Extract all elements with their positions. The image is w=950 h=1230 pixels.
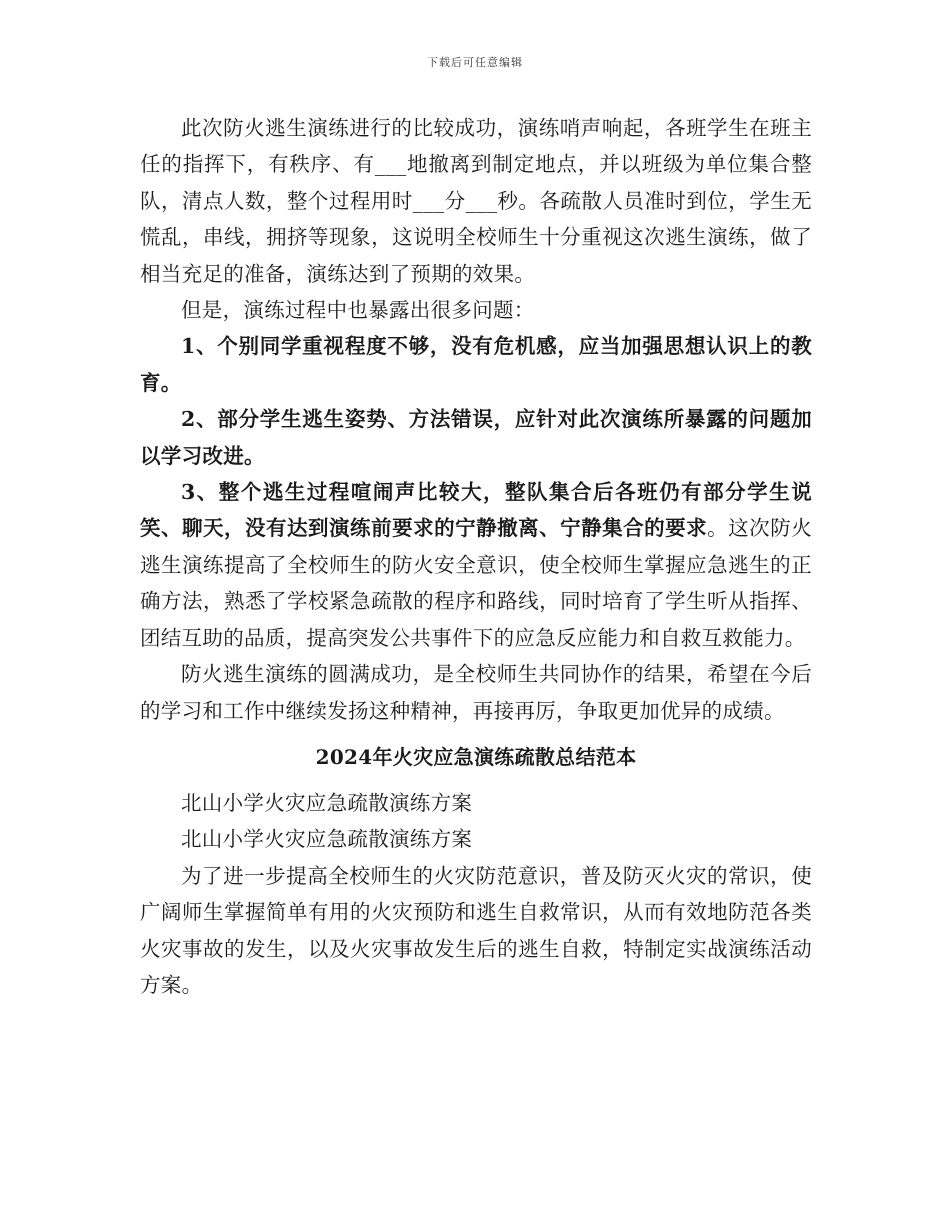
paragraph-problems-intro: 但是，演练过程中也暴露出很多问题： — [181, 298, 535, 323]
problem-3-bold-text: 3、整个逃生过程喧闹声比较大，整队集合后各班仍有部分学生说笑、聊天，没有达到演练前要求的宁静撤离、宁静集合的要求 — [140, 480, 812, 541]
paragraph-problem-3 — [140, 474, 812, 656]
paragraph-conclusion: 防火逃生演练的圆满成功，是全校师生共同协作的结果，希望在今后的学习和工作中继续发扬这种精神，再接再厉，争取更加优异的成绩。 — [140, 662, 812, 723]
paragraph-problem-2: 2、部分学生逃生姿势、方法错误，应针对此次演练所暴露的问题加以学习改进。 — [140, 407, 812, 468]
paragraph-drill-summary: 此次防火逃生演练进行的比较成功，演练哨声响起，各班学生在班主任的指挥下，有秩序、有___地撤离到制定地点，并以班级为单位集合整队，清点人数，整个过程用时___分___秒。各疏散人员准时到位，学生无慌乱，串线，拥挤等现象，这说明全校师生十分重视这次逃生演练，做了相当充足的准备，演练达到了预期的效果。 — [140, 116, 812, 286]
page-header: 下载后可任意编辑 — [427, 56, 523, 69]
plan-title-line-2: 北山小学火灾应急疏散演练方案 — [181, 827, 473, 852]
paragraph-problem-1: 1、个别同学重视程度不够，没有危机感，应当加强思想认识上的教育。 — [140, 334, 812, 395]
problem-3-rest-text: 。这次防火逃生演练提高了全校师生的防火安全意识，使全校师生掌握应急逃生的正确方法，熟悉了学校紧急疏散的程序和路线，同时培育了学生听从指挥、团结互助的品质，提高突发公共事件下的应急反应能力和自救互救能力。 — [140, 516, 812, 650]
plan-title-line-1: 北山小学火灾应急疏散演练方案 — [181, 790, 473, 815]
paragraph-plan-purpose: 为了进一步提高全校师生的火灾防范意识，普及防灭火灾的常识，使广阔师生掌握简单有用的火灾预防和逃生自救常识，从而有效地防范各类火灾事故的发生，以及火灾事故发生后的逃生自救，特制定实战演练活动方案。 — [140, 863, 812, 997]
section-title: 2024年火灾应急演练疏散总结范本 — [315, 744, 637, 769]
document-body — [140, 110, 812, 1003]
